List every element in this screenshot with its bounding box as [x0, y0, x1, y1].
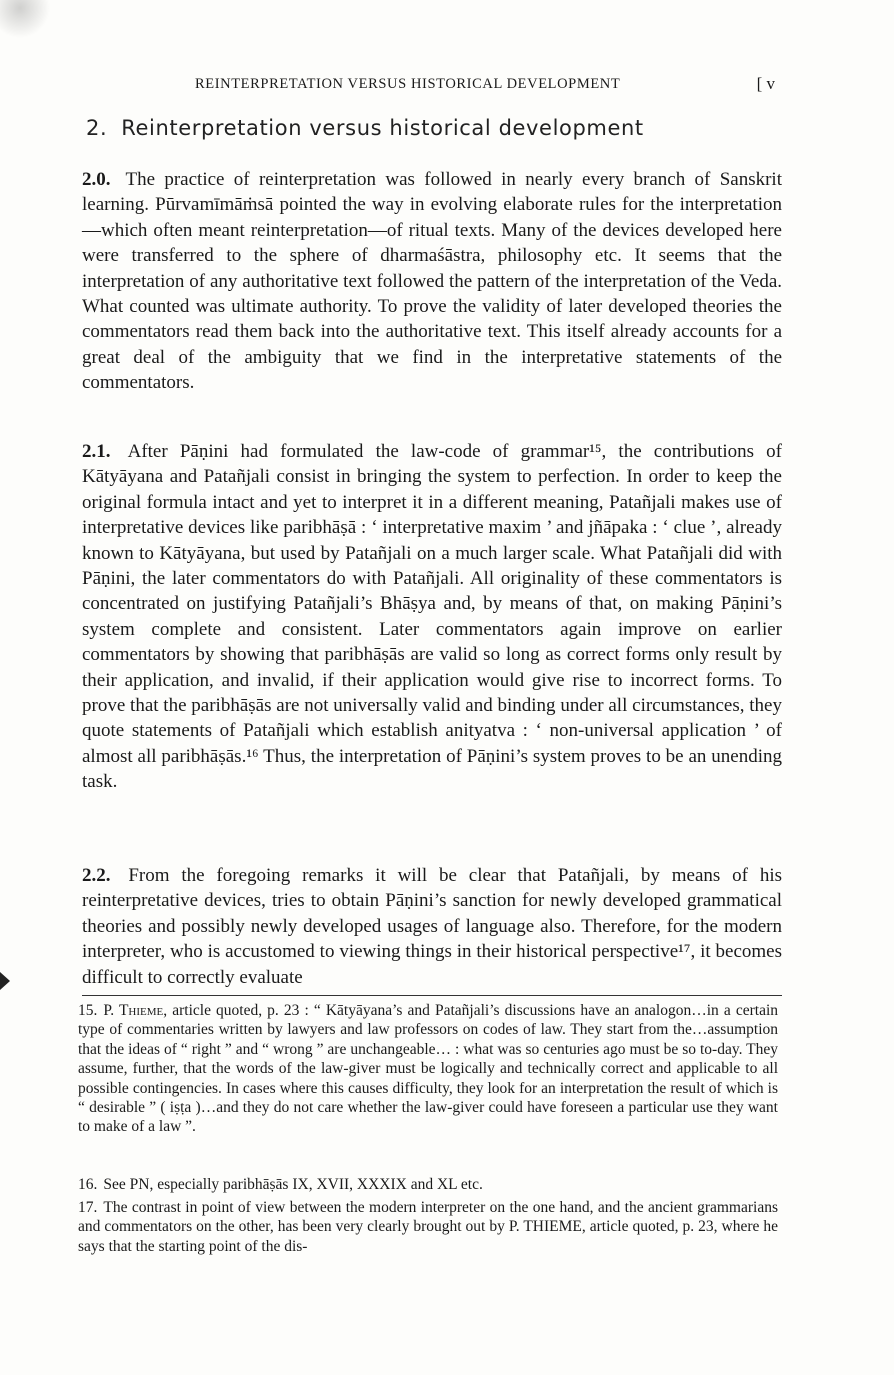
paragraph-text: After Pāṇini had formulated the law-code of grammar¹⁵, the contributions of Kātyāyana and Patañjali consist in bringing the system to perfection. In order to keep the original formula intact and yet to interpret it in a different meaning, Patañjali makes use of interpretative devices like paribhāṣā : ‘ interpretative maxim ’ and jñāpaka : ‘ clue ’, already known to Kātyāyana, but used by Patañjali on a much larger scale. What Patañjali did with Pāṇini, the later commentators do with Patañjali. All originality of these commentators is concentrated on justifying Patañjali’s Bhāṣya and, by means of that, on making Pāṇini’s system complete and consistent. Later commentators again improve on earlier commentators by showing that paribhāṣās are valid so long as correct forms only result by their application, and invalid, if their application would give rise to incorrect forms. To prove that the paribhāṣās are not universally valid and binding under all circumstances, they quote statements of Patañjali which establish anityatva : ‘ non-universal application ’ of almost all paribhāṣās.¹⁶ Thus, the interpretation of Pāṇini’s system proves to be an unending task. — [82, 441, 783, 793]
paragraph-number: 2.1. — [82, 441, 111, 462]
footnote-number: 15. — [78, 1002, 98, 1019]
footnote-number: 17. — [78, 1199, 98, 1216]
section-title: Reinterpretation versus historical development — [121, 116, 644, 140]
paragraph-2-2 — [82, 863, 782, 990]
footnote-text: See PN, especially paribhāṣās IX, XVII, XXXIX and XL etc. — [103, 1176, 483, 1193]
paragraph-text: From the foregoing remarks it will be clear that Patañjali, by means of his reinterpretative devices, tries to obtain Pāṇini’s sanction for newly developed grammatical theories and possibly newly developed usages of language also. Therefore, for the modern interpreter, who is accustomed to viewing things in their historical perspective¹⁷, it becomes difficult to correctly evaluate — [82, 865, 783, 988]
paragraph-text: The practice of reinterpretation was followed in nearly every branch of Sanskrit learning. Pūrvamīmāṁsā pointed the way in evolving elaborate rules for the interpretation—which often meant reinterpretation—of ritual texts. Many of the devices developed here were transferred to the sphere of dharmaśāstra, philosophy etc. It seems that the interpretation of any authoritative text followed the pattern of the interpretation of the Veda. What counted was ultimate authority. To prove the validity of later developed theories the commentators read them back into the authoritative text. This itself already accounts for a great deal of the ambiguity that we find in the interpretative statements of the commentators. — [82, 169, 782, 394]
paragraph-number: 2.2. — [82, 865, 111, 886]
footnote-rule — [82, 995, 782, 996]
footnote-text: The contrast in point of view between the modern interpreter on the one hand, and the ancient grammarians and commentators on the other, has been very clearly brought out by P. THIEME, article quoted, p. 23, where he says that the starting point of the dis- — [78, 1199, 778, 1255]
section-number: 2. — [86, 116, 108, 140]
footnote-text: , article quoted, p. 23 : “ Kātyāyana’s and Patañjali’s discussions have an analogon…in a certain type of commentaries written by lawyers and law professors on codes of law. They start from the…assumption that the ideas of “ right ” and “ wrong ” are unchangeable… : what was so centuries ago must be so to-day. They assume, further, that the words of the law-giver must be logically and technically correct and applicable to all possible contingencies. In cases where this causes difficulty, they look for an interpretation the result of which is “ desirable ” ( iṣṭa )…and they do not care whether the law-giver could have foreseen a particular use they want to make of a law ”. — [78, 1002, 779, 1136]
section-heading — [86, 116, 644, 140]
scan-smudge — [0, 0, 90, 40]
paragraph-2-0 — [82, 167, 782, 396]
footnote-16 — [78, 1175, 778, 1194]
footnote-15 — [78, 1001, 778, 1137]
page-edge-marker — [0, 972, 10, 990]
running-header — [195, 76, 775, 94]
footnote-17 — [78, 1198, 778, 1256]
paragraph-number: 2.0. — [82, 169, 111, 190]
footnote-author: P. Thieme — [103, 1002, 164, 1019]
running-title: REINTERPRETATION VERSUS HISTORICAL DEVELOPMENT — [195, 76, 621, 92]
page-marker: [ v — [756, 74, 775, 93]
footnote-number: 16. — [78, 1176, 98, 1193]
paragraph-2-1 — [82, 439, 782, 795]
